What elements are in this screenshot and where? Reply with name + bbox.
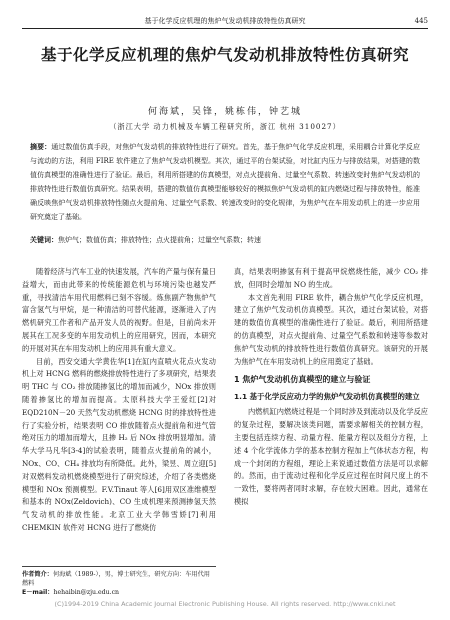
footnote-author-label: 作者简介：	[22, 571, 53, 578]
paper-authors: 何海斌，吴锋，姚栋伟，钟艺城	[147, 107, 302, 117]
author-footnote	[22, 566, 216, 597]
body-paragraph: 本文首先利用 FIRE 软件，耦合焦炉气化学反应机理，建立了焦炉气发动机仿真模型。其次，通过台架试验，对搭建的数值仿真模型的准确性进行了验证。最后，利用所搭建的仿真模型，对点火提前角、过量空气系数和转速等参数对焦炉气发动机的排放特性进行数值仿真研究。该研究的开展为焦炉气在车用发动机上的应用奠定了基础。	[234, 292, 428, 366]
footnote-author-text: 何海斌（1989-），男，博士研究生，研究方向：车用代用燃料	[22, 571, 210, 587]
abstract	[30, 140, 420, 224]
keywords-text: 焦炉气；数值仿真；排放特性；点火提前角；过量空气系数；转速	[58, 236, 261, 244]
keywords	[30, 234, 420, 246]
keywords-label: 关键词：	[30, 236, 58, 244]
page-number: 445	[414, 17, 428, 25]
body-paragraph: 目前，西安交通大学黄佐华[1]在缸内直喷火花点火发动机上对 HCNG 燃料的燃烧排放特性进行了多项研究，结果表明 THC 与 CO₂ 排放随掺氢比的增加而减少，NOx 排放则随着掺氢比的增加而提高。太原科技大学王爱红[2]对 EQD210N－20 天然气发动机燃烧 HCNG 时的排放特性进行了实验分析，结果表明 CO 排放随着点火提前角和进气管绝对压力的增加而增大，且掺 H₂ 后 NOx 排放明显增加。清华大学马凡华[3-4]的试验表明，随着点火提前角的减小，NOx、CO、CH₄ 排放均有所降低。此外，梁昱、周立迎[5]对双燃料发动机燃烧模型进行了研究综述，介绍了各类燃烧模型和 NOx 预测模型。F.V.Tinaut 等人[6]用双区准维模型和基本的 NOx(Zeldovich)、CO 生成机理来预测掺氢天然气发动机的排放性能。北京工业大学韩雪娇[7]利用 CHEMKIN 软件对 HCNG 进行了燃烧仿	[22, 356, 216, 532]
body-left-column	[22, 266, 216, 535]
abstract-label: 摘要：	[30, 143, 52, 151]
body-paragraph: 内燃机缸内燃烧过程是一个同时涉及到流动以及化学反应的复杂过程，要解决该类问题，需要求解相关的控制方程，主要包括连续方程、动量方程、能量方程以及组分方程，上述 4 个化学流体力学的基本控制方程加上气体状态方程，构成一个封闭的方程组，理论上来说通过数值方法是可以求解的。然而，由于流动过程和化学反应过程在时间尺度上的不一致性，要将两者同时求解，存在较大困难。因此，通常在模拟	[234, 407, 428, 506]
running-header	[22, 14, 428, 29]
paper-affiliation: （浙江大学 动力机械及车辆工程研究所，浙江 杭州 310027）	[109, 122, 341, 131]
copyright-notice: (C)1994-2019 China Academic Journal Electronic Publishing House. All rights reserved. http://www.cnki.net	[54, 600, 396, 608]
running-header-title: 基于化学反应机理的焦炉气发动机排放特性仿真研究	[144, 17, 306, 25]
paper-title: 基于化学反应机理的焦炉气发动机排放特性仿真研究	[40, 46, 409, 64]
body-paragraph: 真，结果表明掺氢有利于提高甲烷燃烧性能，减少 CO₂ 排放，但同时会增加 NO 的生成。	[234, 267, 428, 289]
body-right-column	[234, 266, 428, 509]
section-1-heading: 1 焦炉气发动机仿真模型的建立与验证	[234, 375, 371, 385]
footnote-email-label: E－mail：	[22, 589, 54, 596]
body-paragraph: 随着经济与汽车工业的快速发展，汽车的产量与保有量日益增大，而由此带来的传统能源危机与环境污染也越发严重，寻找清洁车用代用燃料已刻不容缓。炼焦副产物焦炉气富含氢气与甲烷，是一种清洁的可替代能源，逐渐进入了内燃机研究工作者和产品开发人员的视野。但是，目前尚未开展其在工况多变的车用发动机上的应用研究，因而，本研究的开展对其在车用发动机上的应用具有重大意义。	[22, 267, 216, 353]
abstract-text: 通过数值仿真手段，对焦炉气发动机的排放特性进行了研究。首先，基于焦炉气化学反应机理，采用耦合计算化学反应与流动的方法，利用 FIRE 软件建立了焦炉气发动机模型。其次，通过平的台架试验，对比缸内压力与排放结果，对搭建的数值仿真模型的准确性进行了验证。最后，利用所搭建的仿真模型，对点火提前角、过量空气系数、转速改变时焦炉气发动机的排放特性进行数值仿真研究。结果表明，搭建的数值仿真模型能够较好的模拟焦炉气发动机的缸内燃烧过程与排放特性，能准确反映焦炉气发动机排放特性随点火提前角、过量空气系数、转速改变时的变化规律，为焦炉气在车用发动机上的进一步应用研究奠定了基础。	[30, 143, 421, 221]
footnote-email: hehaibin@zju.edu.cn	[53, 589, 120, 596]
section-1-1-heading: 1.1 基于化学反应动力学的焦炉气发动机仿真模型的建立	[234, 392, 420, 402]
